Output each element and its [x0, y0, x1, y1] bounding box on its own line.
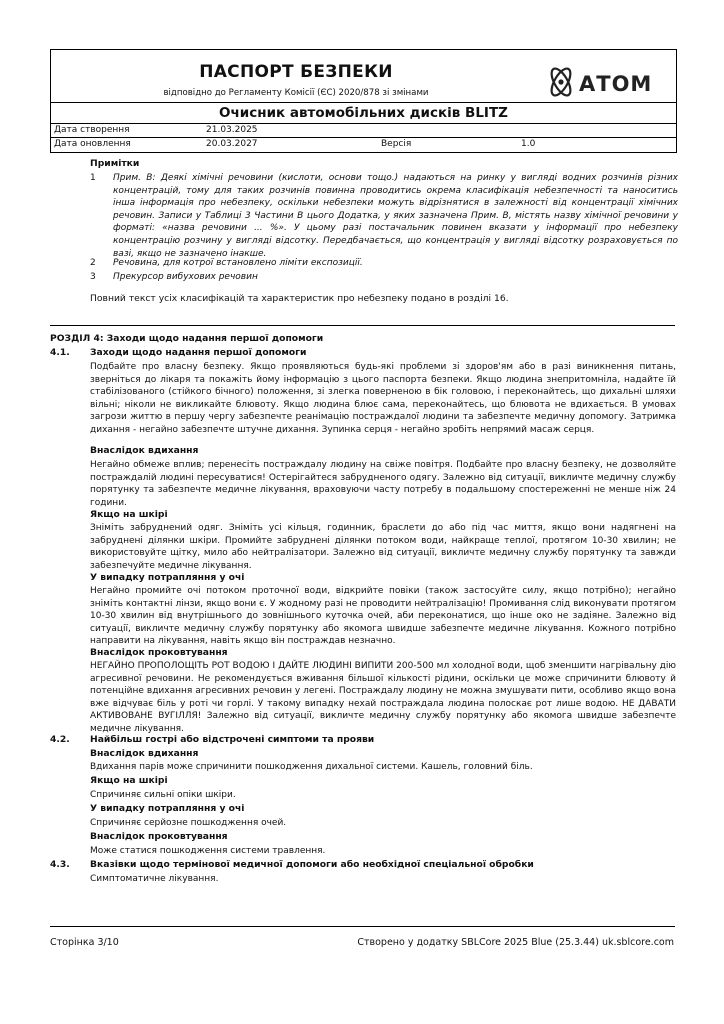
first-aid-general-text: Подбайте про власну безпеку. Якщо проявляються будь-які проблеми зі здоров'ям або в разі виникнення питань, зверніться до лікаря та покажіть йому інформацію з цього паспорта безпеки. Якщо людина знепритомніла, надайте їй стабілізованого (стійкого бічного) положення, зі злегка поверненою в бік головою, і переконайтесь, що дихальні шляхи вільні; ніколи не викликайте блювоту. Якщо людина блює сама, переконайтесь, що блювота не вдихається. В умовах загрози життю в першу чергу забезпечте реанімацію постраждалої людини та забезпечте медичну допомогу. Затримка дихання - негайно забезпечте штучне дихання. Зупинка серця - негайно зробіть непрямий масаж серця. [90, 362, 676, 435]
product-name: Очисник автомобільних дисків BLITZ [219, 105, 508, 121]
page-number: Сторінка 3/10 [50, 937, 119, 948]
subsection-title: Заходи щодо надання першої допомоги [90, 347, 307, 358]
updated-label: Дата оновлення [54, 139, 131, 149]
subsection-number: 4.1. [50, 347, 70, 358]
note-text: Прим. В: Деякі хімічні речовини (кислоти, основи тощо.) надаються на ринку у вигляді водних розчинів різних концентрацій, тому для таких розчинів повинна проводитись окрема класифікація небезпечності та наноситись інша інформація про небезпеку, оскільки небезпеки можуть відрізнятися в залежності від концентрації хімічних речовин. Записи у Таблиці 3 Частини В цього Додатка, у яких зазначена Прим. В, містять назву хімічної речовини у форматі: «назва речовини ... %». У цьому разі постачальник повинен вказати у інформації про небезпеку концентрацію розчину у вигляді відсотку. Передбачається, що концентрація у вигляді відсотку розраховується по вазі, якщо не зазначено інакше. [113, 173, 678, 259]
note-text: Прекурсор вибухових речовин [113, 272, 258, 282]
inhalation-text: Негайно обмеже вплив; перенесіть постраждалу людину на свіже повітря. Подбайте про власну безпеку, не дозволяйте постраждалій людині пересуватися! Остерігайтеся забрудненого одягу. Залежно від ситуації, викличте медичну службу порятунку та забезпечте медичне лікування, враховуючи часту потребу в подальшому спостереженні не менше ніж 24 години. [90, 460, 676, 508]
symptom-skin-text: Спричиняє сильні опіки шкіри. [90, 790, 236, 800]
header-divider [51, 123, 676, 124]
notes-heading: Примітки [90, 158, 140, 169]
eye-text: Негайно промийте очі потоком проточної води, відкрийте повіки (також застосуйте силу, якщо потрібно); негайно зніміть контактні лінзи, якщо вони є. У жодному разі не проводити нейтралізацію! Промивання слід виконувати протягом 10-30 хвилин від внутрішнього до зовнішнього куточка очей, аби переконатися, що інше око не задіяне. Залежно від ситуації, викличте медичну службу порятунку або якомога швидше забезпечте медичне лікування. Кожного потрібно направити на лікування, навіть якщо він постраждав незначно. [90, 586, 676, 647]
subsection-title: Найбільш гострі або відстрочені симптоми та прояви [90, 734, 375, 745]
note-item [90, 271, 680, 285]
created-date: 21.03.2025 [206, 125, 258, 135]
regulation-subtitle: відповідно до Регламенту Комісії (ЄС) 2020/878 зі змінами [163, 88, 429, 98]
ingestion-text: НЕГАЙНО ПРОПОЛОЩІТЬ РОТ ВОДОЮ І ДАЙТЕ ЛЮДИНІ ВИПИТИ 200-500 мл холодної води, щоб зменшити нагрівальну дію агресивної речовини. Не рекомендується вживання більшої кількості рідини, оскільки це може спричинити блювоту й потенційне вдихання агресивних речовин у легені. Постраждалу людину не можна змушувати пити, особливо якщо вона вже відчуває біль у роті чи горлі. У такому випадку нехай постраждала людина полоскає рот лише водою. НЕ ДАВАТИ АКТИВОВАНЕ ВУГІЛЛЯ! Залежно від ситуації, викличте медичну службу порятунку або якомога швидше забезпечте медичне лікування. [90, 661, 676, 734]
generator-note: Створено у додатку SBLCore 2025 Blue (25.3.44) uk.sblcore.com [357, 937, 674, 948]
skin-heading: Якщо на шкірі [90, 509, 168, 520]
header-divider [51, 102, 676, 103]
document-header [50, 49, 677, 153]
note-item [90, 257, 680, 271]
updated-date: 20.03.2027 [206, 139, 258, 149]
note-item [90, 172, 680, 262]
ingestion-heading: Внаслідок проковтування [90, 647, 228, 658]
atom-logo [543, 60, 676, 100]
symptom-skin-heading: Якщо на шкірі [90, 775, 168, 786]
symptom-ingestion-heading: Внаслідок проковтування [90, 831, 228, 842]
eye-heading: У випадку потрапляння у очі [90, 572, 245, 583]
subsection-title: Вказівки щодо термінової медичної допомоги або необхідної спеціальної обробки [90, 859, 534, 870]
full-text-note: Повний текст усіх класифікацій та характеристик про небезпеку подано в розділі 16. [90, 293, 509, 304]
subsection-number: 4.3. [50, 859, 70, 870]
note-number: 1 [90, 173, 96, 183]
atom-logo-icon [543, 60, 676, 100]
skin-text: Зніміть забруднений одяг. Зніміть усі кільця, годинник, браслети до або під час миття, якщо вони надягнені на забруднені ділянки шкіри. Промийте забруднені ділянки потоком води, найкраще теплої, протягом 10-30 хвилин; не використовуйте щітку, мило або нейтралізатори. Залежно від ситуації, викличте медичну службу порятунку та завжди забезпечуйте медичне лікування. [90, 523, 676, 571]
version-label: Версія [381, 139, 412, 149]
symptom-eye-text: Спричиняє серйозне пошкодження очей. [90, 818, 287, 828]
symptom-inhalation-heading: Внаслідок вдихання [90, 748, 199, 759]
symptom-eye-heading: У випадку потрапляння у очі [90, 803, 245, 814]
footer-divider [50, 926, 675, 927]
header-divider [51, 137, 676, 138]
symptom-inhalation-text: Вдихання парів може спричинити пошкодження дихальної системи. Кашель, головний біль. [90, 762, 533, 772]
section-4-heading: РОЗДІЛ 4: Заходи щодо надання першої допомоги [50, 333, 324, 344]
created-label: Дата створення [54, 125, 130, 135]
note-text: Речовина, для котрої встановлено ліміти експозиції. [113, 258, 363, 268]
note-number: 2 [90, 258, 96, 268]
note-number: 3 [90, 272, 96, 282]
treatment-text: Симптоматичне лікування. [90, 874, 219, 884]
logo-wordmark: АТОМ [579, 72, 653, 96]
version-value: 1.0 [521, 139, 536, 149]
inhalation-heading: Внаслідок вдихання [90, 445, 199, 456]
subsection-number: 4.2. [50, 734, 70, 745]
symptom-ingestion-text: Може статися пошкодження системи травлення. [90, 846, 326, 856]
section-divider [50, 325, 675, 326]
document-title: ПАСПОРТ БЕЗПЕКИ [199, 62, 393, 82]
